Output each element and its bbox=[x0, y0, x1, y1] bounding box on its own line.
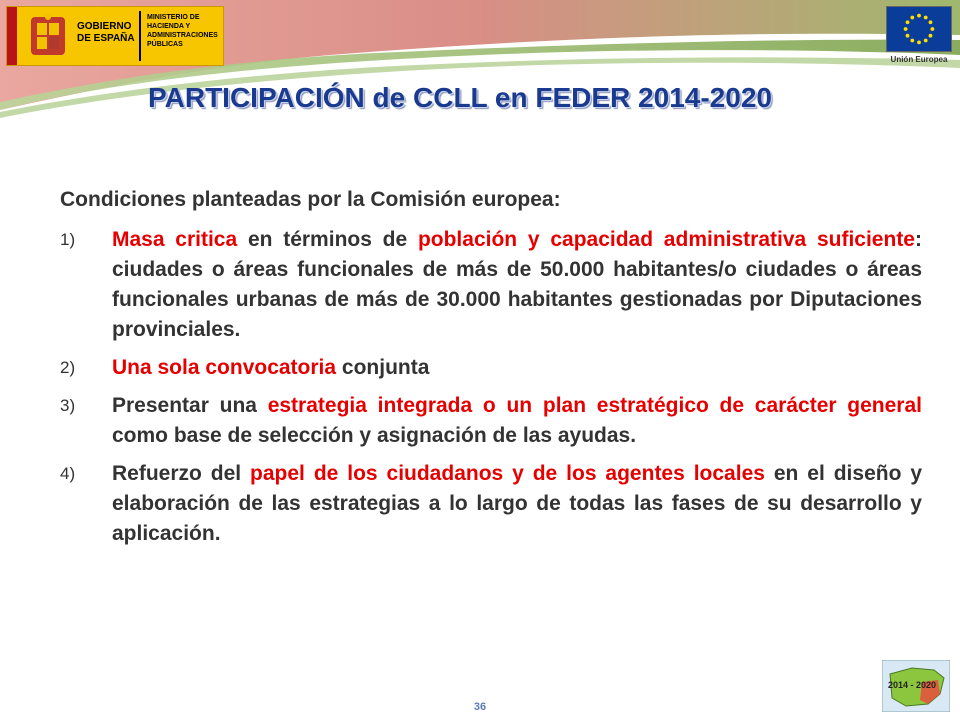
condition-number: 1) bbox=[60, 230, 76, 249]
condition-item bbox=[60, 459, 922, 549]
eu-label: Unión Europea bbox=[890, 55, 948, 64]
logo-divider bbox=[139, 11, 141, 61]
slide-title: PARTICIPACIÓN de CCLL en FEDER 2014-2020 bbox=[148, 82, 772, 113]
page-number: 36 bbox=[473, 701, 487, 713]
conditions-list bbox=[60, 225, 922, 549]
programme-2014-2020-logo bbox=[882, 660, 950, 712]
body-text: : ciudades o áreas funcionales de más de 50.000 habitantes/o ciudades o áreas funcionales urbanas de más de 30.000 habitantes gestionadas por Diputaciones provinciales. bbox=[112, 228, 922, 341]
body-text: Refuerzo del bbox=[112, 462, 251, 485]
body-text: como base de selección y asignación de las ayudas. bbox=[112, 424, 637, 447]
condition-number: 2) bbox=[60, 358, 76, 377]
body-text: Presentar una bbox=[112, 394, 268, 417]
highlighted-text: población y capacidad administrativa suficiente bbox=[417, 228, 915, 251]
government-label: GOBIERNO DE ESPAÑA bbox=[77, 21, 135, 44]
eu-flag-icon bbox=[886, 6, 952, 52]
condition-item bbox=[60, 225, 922, 345]
highlighted-text: papel de los ciudadanos y de los agentes locales bbox=[250, 462, 765, 485]
slide-content bbox=[60, 185, 922, 557]
body-text: en el diseño y elaboración de las estrategias a lo largo de todas las fases de su desarrollo y aplicación. bbox=[112, 462, 923, 545]
coat-of-arms-icon bbox=[25, 13, 71, 59]
highlighted-text: Masa critica bbox=[112, 228, 238, 251]
logo-text: 2014 - 2020 bbox=[888, 680, 937, 690]
intro-text: Condiciones planteadas por la Comisión europea: bbox=[60, 188, 561, 211]
ministry-label: MINISTERIO DE HACIENDA Y ADMINISTRACIONES PÚBLICAS bbox=[147, 14, 218, 48]
condition-number: 4) bbox=[60, 464, 76, 483]
government-logo bbox=[6, 6, 224, 66]
body-text: en términos de bbox=[237, 228, 418, 251]
highlighted-text: estrategia integrada o un plan estratégico de carácter general bbox=[267, 394, 922, 417]
body-text: conjunta bbox=[336, 356, 430, 379]
condition-item bbox=[60, 353, 922, 383]
highlighted-text: Una sola convocatoria bbox=[112, 356, 337, 379]
condition-item bbox=[60, 391, 922, 451]
flag-stripe bbox=[7, 7, 17, 65]
condition-number: 3) bbox=[60, 396, 76, 415]
